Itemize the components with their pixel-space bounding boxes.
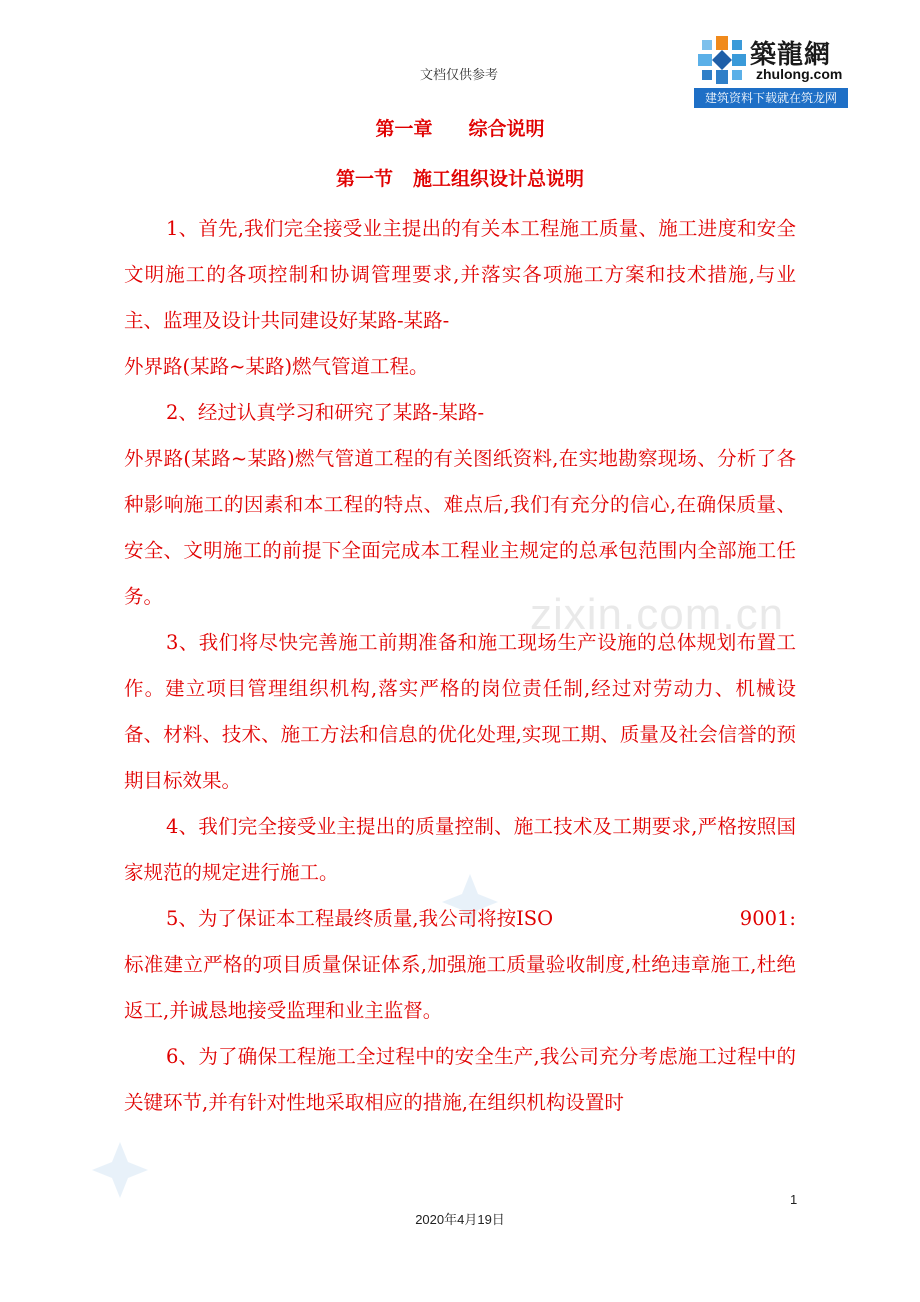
paragraph-1: 1、首先,我们完全接受业主提出的有关本工程施工质量、施工进度和安全文明施工的各项控制和协调管理要求,并落实各项施工方案和技术措施,与业主、监理及设计共同建设好某路-某路- xyxy=(124,217,796,332)
paragraph-2-continuation: 外界路(某路~某路)燃气管道工程的有关图纸资料,在实地勘察现场、分析了各种影响施工的因素和本工程的特点、难点后,我们有充分的信心,在确保质量、安全、文明施工的前提下全面完成本工程业主规定的总承包范围内全部施工任务。 xyxy=(124,447,796,608)
watermark-icon xyxy=(90,1140,150,1200)
snowflake-logo-icon xyxy=(696,34,748,86)
page-number: 1 xyxy=(790,1192,798,1207)
paragraph-6: 6、为了确保工程施工全过程中的安全生产,我公司充分考虑施工过程中的关键环节,并有针对性地采取相应的措施,在组织机构设置时 xyxy=(124,1045,796,1114)
paragraph-1-continuation: 外界路(某路~某路)燃气管道工程。 xyxy=(124,355,429,378)
zhulong-logo xyxy=(694,32,848,108)
section-label: 第一节 xyxy=(335,168,393,190)
logo-cn-name: 築龍網 xyxy=(750,40,832,70)
paragraph-2: 2、经过认真学习和研究了某路-某路- xyxy=(166,401,485,424)
paragraph-5-first-line xyxy=(124,896,796,942)
paragraph-3: 3、我们将尽快完善施工前期准备和施工现场生产设施的总体规划布置工作。建立项目管理组织机构,落实严格的岗位责任制,经过对劳动力、机械设备、材料、技术、施工方法和信息的优化处理,实现工期、质量及社会信誉的预期目标效果。 xyxy=(124,631,796,792)
footer-date: 2020年4月19日 xyxy=(415,1212,505,1227)
logo-en-name: zhulong.com xyxy=(756,66,843,82)
document-body xyxy=(124,206,796,1126)
paragraph-4: 4、我们完全接受业主提出的质量控制、施工技术及工期要求,严格按照国家规范的规定进行施工。 xyxy=(124,815,796,884)
header-note: 文档仅供参考 xyxy=(420,67,499,82)
chapter-title: 综合说明 xyxy=(468,118,545,140)
section-heading xyxy=(0,164,920,191)
chapter-label: 第一章 xyxy=(375,118,433,140)
chapter-heading xyxy=(0,114,920,141)
paragraph-5-standard: 9001: xyxy=(739,907,796,930)
paragraph-5-continuation: 标准建立严格的项目质量保证体系,加强施工质量验收制度,杜绝违章施工,杜绝返工,并诚恳地接受监理和业主监督。 xyxy=(124,953,796,1022)
logo-slogan: 建筑资料下载就在筑龙网 xyxy=(694,88,848,108)
section-title: 施工组织设计总说明 xyxy=(413,168,585,190)
watermark-text: zixin.com.cn xyxy=(530,590,785,639)
paragraph-5-lead: 5、为了保证本工程最终质量,我公司将按ISO xyxy=(166,907,554,930)
